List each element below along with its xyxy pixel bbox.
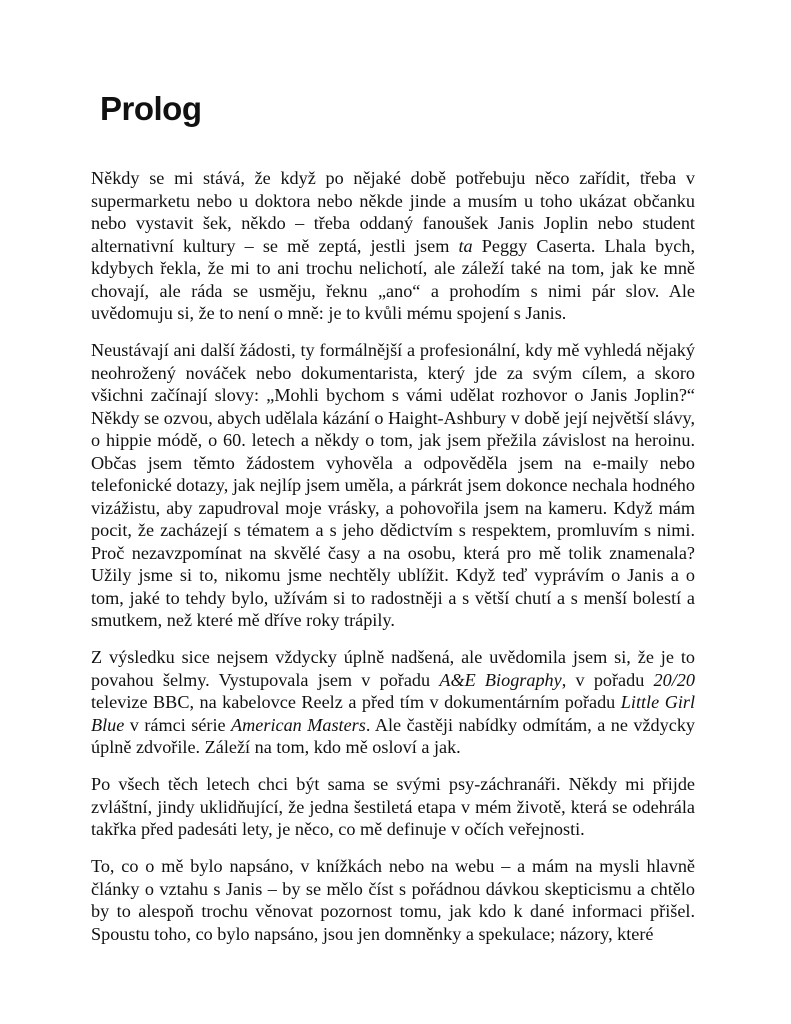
chapter-body [91,167,695,960]
show-title: 20/20 [653,669,695,690]
text-run: To, co o mě bylo napsáno, v knížkách nebo na webu – a mám na mysli hlavně články o vztahu s Janis – by se mělo číst s pořádnou dávkou skepticismu a chtělo by to alespoň trochu věnovat pozornost tomu, jak kdo k dané informaci přišel. Spoustu toho, co bylo napsáno, jsou jen domněnky a spekulace; názory, které [91,856,695,944]
paragraph [91,855,695,945]
show-title: A&E Biography [439,669,562,690]
text-run: televize BBC, na kabelovce Reelz a před tím v dokumentárním pořadu [91,692,621,712]
text-run: , v pořadu [561,669,654,690]
paragraph [91,773,695,841]
text-run: Někdy se mi stává, že když po nějaké době potřebuju něco zařídit, třeba v supermarketu nebo u doktora nebo někde jinde a musím u toho ukázat občanku nebo vystavit šek, někdo – třeba oddaný fanoušek Janis Joplin nebo student alternativní kultury – se mě zeptá, jestli jsem [91,168,695,256]
text-run: Neustávají ani další žádosti, ty formálnější a profesionální, kdy mě vyhledá nějaký neohrožený nováček nebo dokumentarista, který jde za svým cílem, a skoro všichni začínají slovy: „Mohli bychom s vámi udělat rozhovor o Janis Joplin?“ Někdy se ozvou, abych udělala kázání o Haight-Ashbury v době její největší slávy, o hippie módě, o 60. letech a někdy o tom, jak jsem přežila závislost na heroinu. Občas jsem těmto žádostem vyhověla a odpověděla jsem na e-maily nebo telefonické dotazy, jak nejlíp jsem uměla, a párkrát jsem dokonce nechala hodného vizážistu, aby zapudroval moje vrásky, a pohovořila jsem na kameru. Když mám pocit, že zacházejí s tématem a s jeho dědictvím s respektem, promluvím s nimi. Proč nezavzpomínat na skvělé časy a na osobu, která pro mě tolik znamenala? Užily jsme si to, nikomu jsme nechtěly ublížit. Když teď vyprávím o Janis a o tom, jaké to tehdy bylo, užívám si to radostněji a s větší chutí a s menší bolestí a smutkem, než které mě dříve roky trápily. [91,340,695,630]
show-title: Little Girl Blue [91,692,696,735]
series-title: American Masters [231,714,366,735]
chapter-heading: Prolog [100,90,202,127]
paragraph [91,167,695,325]
text-run: Z výsledku sice nejsem vždycky úplně nadšená, ale uvědomila jsem si, že je to povahou šelmy. Vystupovala jsem v pořadu [91,647,695,690]
text-run: Po všech těch letech chci být sama se svými psy-záchranáři. Někdy mi přijde zvláštní, jindy uklidňující, že jedna šestiletá etapa v mém životě, která se odehrála takřka před padesáti lety, je něco, co mě definuje v očích veřejnosti. [91,774,695,839]
emphasis: ta [458,235,473,256]
text-run: Peggy Caserta. Lhala bych, kdybych řekla, že mi to ani trochu nelichotí, ale záleží také na tom, jak ke mně chovají, ale ráda se usměju, řeknu „ano“ a prohodím s nimi pár slov. Ale uvědomuju si, že to není o mně: je to kvůli mému spojení s Janis. [91,235,695,323]
text-run: v rámci série [124,714,232,735]
text-run: . Ale častěji nabídky odmítám, a ne vždycky úplně zdvořile. Záleží na tom, kdo mě osloví a jak. [91,714,696,757]
paragraph [91,646,695,759]
paragraph [91,339,695,632]
